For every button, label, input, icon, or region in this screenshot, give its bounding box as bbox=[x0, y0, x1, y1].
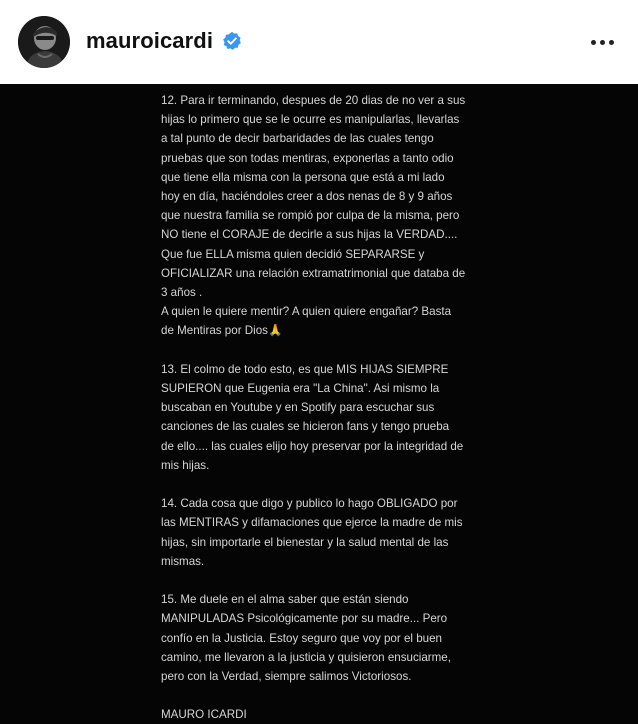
text-line: Que fue ELLA misma quien decidió SEPARARSE y bbox=[161, 247, 425, 261]
paragraph-gap bbox=[161, 571, 491, 590]
statement-text bbox=[161, 91, 491, 724]
more-options-button[interactable] bbox=[582, 30, 622, 54]
text-line: mis hijas. bbox=[161, 458, 210, 472]
text-line: 13. El colmo de todo esto, es que MIS HIJAS SIEMPRE bbox=[161, 362, 449, 376]
text-line: buscaban en Youtube y en Spotify para escuchar sus bbox=[161, 401, 435, 415]
username[interactable]: mauroicardi bbox=[86, 28, 214, 53]
paragraph-gap bbox=[161, 341, 491, 360]
more-options-icon-dot bbox=[609, 40, 614, 45]
text-line: OFICIALIZAR una relación extramatrimonial que databa de bbox=[161, 266, 466, 280]
profile-avatar[interactable] bbox=[18, 16, 70, 68]
text-line: que nuestra familia se rompió por culpa de la misma, pero bbox=[161, 209, 460, 223]
text-line: A quien le quiere mentir? A quien quiere engañar? Basta bbox=[161, 305, 452, 319]
avatar-photo-icon bbox=[18, 16, 70, 68]
paragraph-12 bbox=[161, 91, 491, 341]
signature-text: MAURO ICARDI bbox=[161, 708, 247, 722]
text-line: mismas. bbox=[161, 554, 205, 568]
paragraph-14 bbox=[161, 494, 491, 571]
text-line: de Mentiras por Dios🙏 bbox=[161, 324, 283, 338]
text-line: pero con la Verdad, siempre salimos Victoriosos. bbox=[161, 670, 412, 684]
more-options-icon-dot bbox=[600, 40, 605, 45]
text-line: 12. Para ir terminando, despues de 20 dias de no ver a sus bbox=[161, 94, 466, 107]
text-line: MANIPULADAS Psicológicamente por su madre... Pero bbox=[161, 612, 448, 626]
text-line: de ello.... las cuales elijo hoy preservar por la integridad de bbox=[161, 439, 464, 453]
paragraph-gap bbox=[161, 686, 491, 705]
text-line: confío en la Justicia. Estoy seguro que voy por el buen bbox=[161, 631, 442, 645]
more-options-icon-dot bbox=[591, 40, 596, 45]
text-line: canciones de las cuales se hicieron fans y tengo prueba bbox=[161, 420, 450, 434]
paragraph-15 bbox=[161, 590, 491, 686]
text-line: hoy en día, haciéndoles creer a dos nenas de 8 y 9 años bbox=[161, 190, 453, 204]
verified-badge-icon bbox=[222, 31, 242, 51]
post-header bbox=[0, 0, 638, 84]
text-line: que tiene ella misma con la persona que está a mi lado bbox=[161, 170, 445, 184]
text-line: 3 años . bbox=[161, 286, 203, 300]
text-line: las MENTIRAS y difamaciones que ejerce la madre de mis bbox=[161, 516, 463, 530]
signature bbox=[161, 705, 491, 724]
paragraph-13 bbox=[161, 360, 491, 475]
text-line: 14. Cada cosa que digo y publico lo hago OBLIGADO por bbox=[161, 497, 458, 511]
paragraph-gap bbox=[161, 475, 491, 494]
text-line: SUPIERON que Eugenia era "La China". Asi mismo la bbox=[161, 382, 440, 396]
text-line: hijas lo primero que se le ocurre es manipularlas, llevarlas bbox=[161, 113, 460, 127]
text-line: 15. Me duele en el alma saber que están siendo bbox=[161, 593, 409, 607]
text-line: NO tiene el CORAJE de decirle a sus hijas la VERDAD.... bbox=[161, 228, 458, 242]
post-image[interactable] bbox=[0, 84, 638, 724]
text-line: a tal punto de decir barbaridades de las cuales tengo bbox=[161, 132, 434, 146]
text-line: camino, me llevaron a la justicia y quisieron ensuciarme, bbox=[161, 650, 451, 664]
text-line: hijas, sin importarle el bienestar y la salud mental de las bbox=[161, 535, 449, 549]
text-line: pruebas que son todas mentiras, exponerlas a tanto odio bbox=[161, 151, 454, 165]
